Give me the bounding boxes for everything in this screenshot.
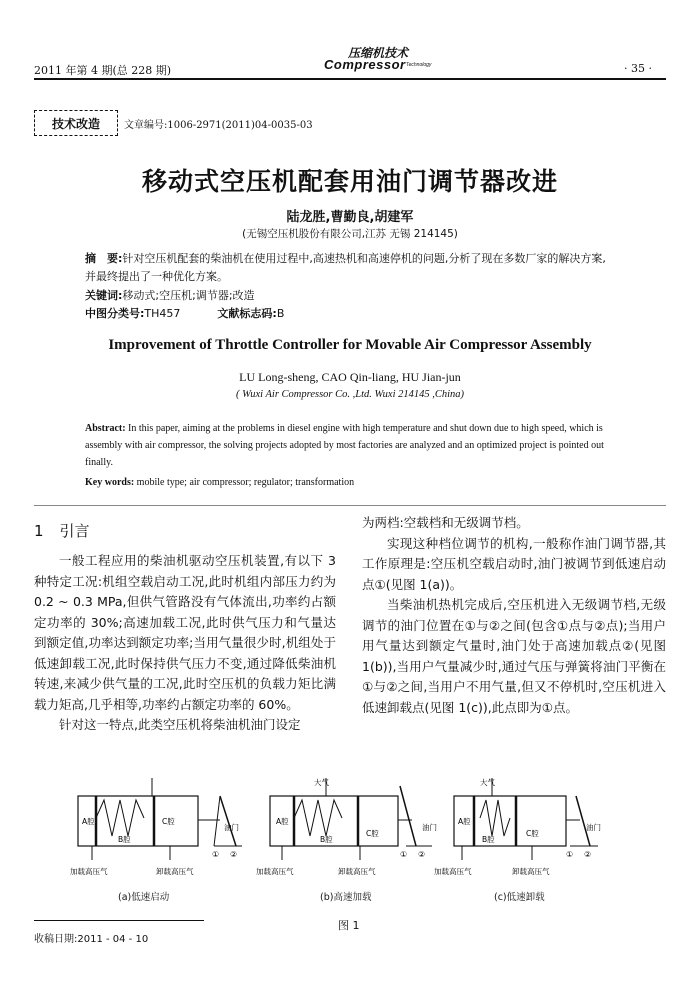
right-paragraph-2: 实现这种档位调节的机构,一般称作油门调节器,其工作原理是:空压机空载启动时,油门被调节到低速启动点①(见图 1(a))。 (362, 535, 666, 592)
logo-en: Compressor (324, 57, 406, 72)
received-date: 收稿日期:2011 - 04 - 10 (34, 934, 149, 945)
keywords-cn (85, 287, 615, 305)
label-a-chamber-b: B腔 (118, 835, 131, 844)
label-c-point-2: ② (584, 850, 592, 859)
column-tag (34, 110, 118, 136)
label-a-chamber-a: A腔 (82, 817, 95, 826)
keywords-en-text: mobile type; air compressor; regulator; transformation (136, 477, 355, 488)
caption-a: (a)低速启动 (118, 892, 170, 903)
authors-cn: 陆龙胜,曹勤良,胡建军 (286, 210, 414, 225)
label-c-chamber-b: B腔 (482, 835, 495, 844)
label-a-unload: 卸载高压气 (156, 867, 194, 876)
footnote-rule (34, 920, 204, 921)
authors-en: LU Long-sheng, CAO Qin-liang, HU Jian-jun (239, 370, 461, 384)
label-c-load: 加载高压气 (434, 867, 472, 876)
label-b-throttle: 油门 (422, 823, 437, 832)
affiliation-cn: (无锡空压机股份有限公司,江苏 无锡 214145) (242, 228, 458, 240)
header-rule (34, 78, 666, 80)
issue-info: 2011 年第 4 期(总 228 期) (34, 64, 172, 77)
right-paragraph-1: 为两档:空载档和无级调节档。 (362, 515, 529, 530)
label-b-atm: 大气 (314, 778, 329, 787)
left-paragraph-1: 一般工程应用的柴油机驱动空压机装置,有以下 3 种特定工况:机组空载启动工况,此时机组内部压力约为 0.2 ~ 0.3 MPa,但供气管路没有气体流出,功率约占额定功率的 30%;高速加载工况,此时供气压力和气量达到额定值,功率达到额定功率;当用气量很少时,机组处于低速卸载工况,此时保持供气压力不变,通过降低柴油机转速,来减少供气量的工况,此时空压机的负载力矩比满载力矩高,几乎相等,功率约占额定功率的 60%。 (34, 553, 336, 712)
label-c-chamber-c: C腔 (526, 829, 539, 838)
label-b-chamber-c: C腔 (366, 829, 379, 838)
classification (85, 305, 615, 323)
journal-logo (320, 44, 440, 72)
left-column (34, 551, 336, 736)
section-heading (34, 520, 90, 541)
label-a-point-1: ① (212, 850, 220, 859)
affiliation-en: ( Wuxi Air Compressor Co. ,Ltd. Wuxi 214145 ,China) (235, 389, 465, 400)
abstract-cn-label: 摘 要: (85, 252, 123, 265)
label-a-chamber-c: C腔 (162, 817, 175, 826)
figure-caption: 图 1 (338, 919, 360, 932)
title-cn: 移动式空压机配套用油门调节器改进 (141, 167, 558, 196)
doc-code-value: B (276, 307, 285, 320)
right-column (362, 513, 666, 718)
label-b-unload: 卸载高压气 (338, 867, 376, 876)
label-c-atm: 大气 (480, 778, 495, 787)
title-en: Improvement of Throttle Controller for Movable Air Compressor Assembly (108, 337, 592, 353)
caption-b: (b)高速加载 (320, 892, 372, 903)
doc-code-label: 文献标志码: (217, 307, 277, 320)
label-c-chamber-a: A腔 (458, 817, 471, 826)
keywords-cn-text: 移动式;空压机;调节器;改造 (122, 289, 255, 302)
clc-value: TH457 (144, 307, 181, 320)
clc-label: 中图分类号: (85, 307, 145, 320)
section-title: 引言 (59, 522, 90, 540)
left-paragraph-2: 针对这一特点,此类空压机将柴油机油门设定 (59, 717, 301, 732)
label-a-load: 加载高压气 (70, 867, 108, 876)
abstract-en-text: In this paper, aiming at the problems in diesel engine with high temperature and shut down due to high speed, which is assembly with air compressor, the solving projects adopted by most factories are analyzed and an optimized project is pointed out finally. (85, 423, 604, 468)
abstract-cn (85, 250, 615, 286)
abstract-en (85, 420, 615, 471)
label-a-throttle: 油门 (224, 823, 239, 832)
panel-a (78, 778, 242, 860)
label-b-point-1: ① (400, 850, 408, 859)
panel-c (454, 778, 598, 860)
section-number: 1 (34, 522, 44, 540)
logo-cn: 压缩机技术 (348, 46, 409, 60)
right-paragraph-3: 当柴油机热机完成后,空压机进入无级调节档,无级调节的油门位置在①与②之间(包含①点与②点);当用户用气量达到额定气量时,油门处于高速加载点②(见图 1(b)),当用户气量减少时,通过气压与弹簧将油门平衡在①与②之间,当用户不用气量,但又不停机时,空压机进入低速卸载点(见图 1(c)),此点即为①点。 (362, 597, 666, 715)
label-a-point-2: ② (230, 850, 238, 859)
label-b-chamber-b: B腔 (320, 835, 333, 844)
label-b-chamber-a: A腔 (276, 817, 289, 826)
panel-b (270, 778, 432, 860)
caption-c: (c)低速卸载 (494, 892, 545, 903)
page-number: · 35 · (624, 62, 652, 75)
label-c-unload: 卸载高压气 (512, 867, 550, 876)
article-number: 文章编号:1006-2971(2011)04-0035-03 (124, 120, 313, 131)
figure-1 (70, 778, 630, 883)
keywords-en-label: Key words: (85, 477, 135, 488)
label-c-throttle: 油门 (586, 823, 601, 832)
keywords-en (85, 474, 615, 491)
logo-sub: Technology (406, 62, 432, 68)
label-b-point-2: ② (418, 850, 426, 859)
abstract-separator (34, 505, 666, 506)
keywords-cn-label: 关键词: (85, 289, 123, 302)
column-tag-text: 技术改造 (51, 116, 100, 131)
abstract-en-label: Abstract: (85, 423, 126, 434)
label-b-load: 加载高压气 (256, 867, 294, 876)
abstract-cn-text: 针对空压机配套的柴油机在使用过程中,高速热机和高速停机的问题,分析了现在多数厂家的解决方案,并最终提出了一种优化方案。 (85, 252, 606, 283)
label-c-point-1: ① (566, 850, 574, 859)
